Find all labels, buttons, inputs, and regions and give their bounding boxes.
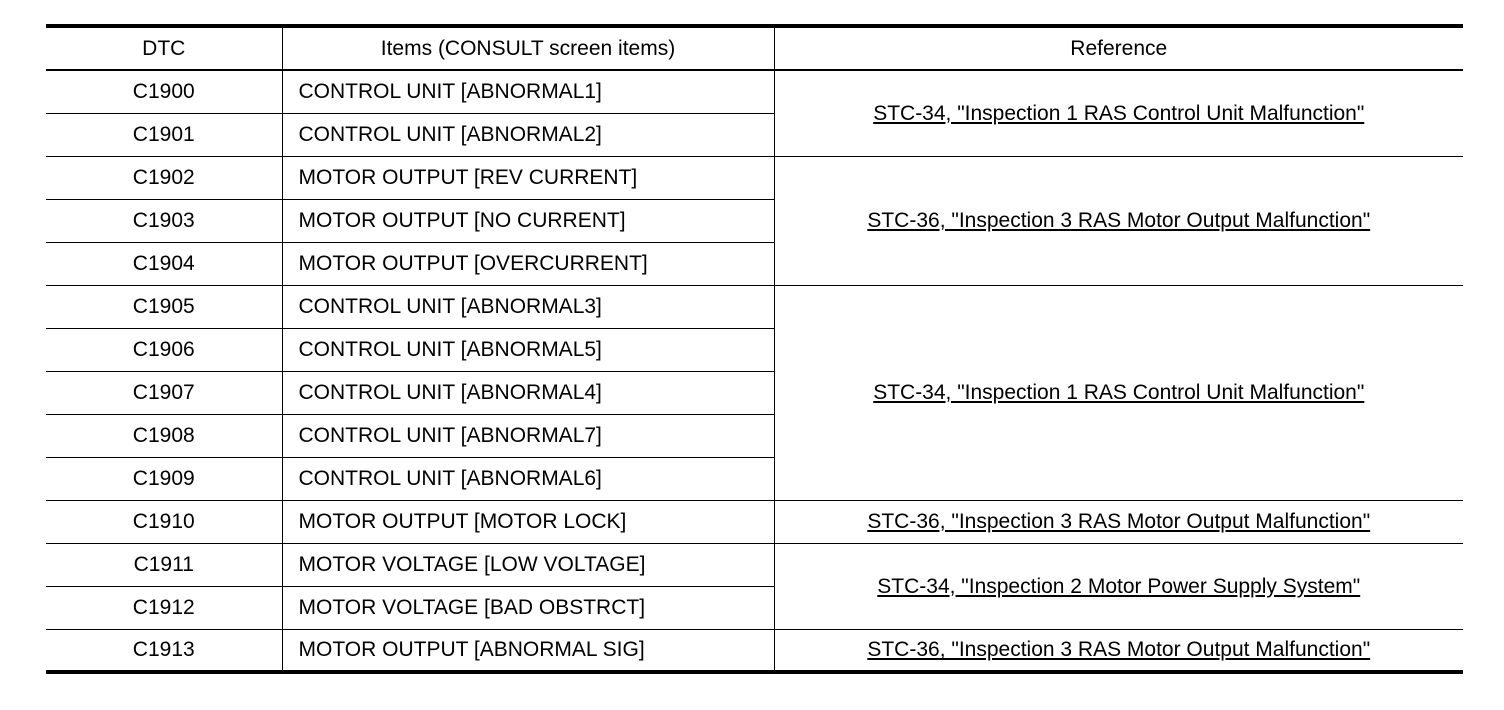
reference-link[interactable]: STC-34, "Inspection 2 Motor Power Supply System" — [877, 574, 1361, 598]
reference-link[interactable]: STC-36, "Inspection 3 RAS Motor Output Malfunction" — [867, 209, 1371, 232]
consult-item: MOTOR VOLTAGE [BAD OBSTRCT] — [282, 586, 774, 629]
table-header-row — [46, 26, 1463, 70]
consult-item: CONTROL UNIT [ABNORMAL4] — [282, 371, 774, 414]
consult-item: MOTOR OUTPUT [OVERCURRENT] — [282, 242, 774, 285]
table-row — [46, 543, 1463, 586]
consult-item: CONTROL UNIT [ABNORMAL6] — [282, 457, 774, 500]
consult-item: MOTOR OUTPUT [REV CURRENT] — [282, 156, 774, 199]
dtc-reference-table — [46, 24, 1463, 674]
reference-cell — [774, 543, 1463, 629]
dtc-code: C1905 — [46, 285, 282, 328]
consult-item: CONTROL UNIT [ABNORMAL5] — [282, 328, 774, 371]
dtc-code: C1900 — [46, 70, 282, 113]
dtc-reference-table-container — [46, 24, 1463, 674]
consult-item: CONTROL UNIT [ABNORMAL3] — [282, 285, 774, 328]
dtc-code: C1913 — [46, 629, 282, 672]
dtc-code: C1901 — [46, 113, 282, 156]
reference-cell — [774, 70, 1463, 156]
reference-cell — [774, 285, 1463, 500]
consult-item: MOTOR OUTPUT [NO CURRENT] — [282, 199, 774, 242]
consult-item: MOTOR VOLTAGE [LOW VOLTAGE] — [282, 543, 774, 586]
reference-cell — [774, 500, 1463, 543]
dtc-code: C1907 — [46, 371, 282, 414]
table-row — [46, 156, 1463, 199]
consult-item: MOTOR OUTPUT [MOTOR LOCK] — [282, 500, 774, 543]
dtc-code: C1912 — [46, 586, 282, 629]
consult-item: CONTROL UNIT [ABNORMAL7] — [282, 414, 774, 457]
dtc-code: C1906 — [46, 328, 282, 371]
table-row — [46, 70, 1463, 113]
table-row — [46, 629, 1463, 672]
consult-item: MOTOR OUTPUT [ABNORMAL SIG] — [282, 629, 774, 672]
dtc-code: C1902 — [46, 156, 282, 199]
reference-link[interactable]: STC-36, "Inspection 3 RAS Motor Output Malfunction" — [867, 510, 1371, 533]
consult-item: CONTROL UNIT [ABNORMAL1] — [282, 70, 774, 113]
header-dtc: DTC — [46, 26, 282, 70]
dtc-code: C1903 — [46, 199, 282, 242]
dtc-code: C1904 — [46, 242, 282, 285]
reference-cell — [774, 156, 1463, 285]
header-items: Items (CONSULT screen items) — [282, 26, 774, 70]
header-reference: Reference — [774, 26, 1463, 70]
dtc-code: C1910 — [46, 500, 282, 543]
dtc-code: C1908 — [46, 414, 282, 457]
table-row — [46, 500, 1463, 543]
reference-link[interactable]: STC-36, "Inspection 3 RAS Motor Output Malfunction" — [867, 638, 1371, 662]
dtc-code: C1909 — [46, 457, 282, 500]
reference-cell — [774, 629, 1463, 672]
consult-item: CONTROL UNIT [ABNORMAL2] — [282, 113, 774, 156]
table-row — [46, 285, 1463, 328]
reference-link[interactable]: STC-34, "Inspection 1 RAS Control Unit Malfunction" — [873, 101, 1365, 125]
reference-link[interactable]: STC-34, "Inspection 1 RAS Control Unit Malfunction" — [873, 381, 1365, 404]
dtc-code: C1911 — [46, 543, 282, 586]
